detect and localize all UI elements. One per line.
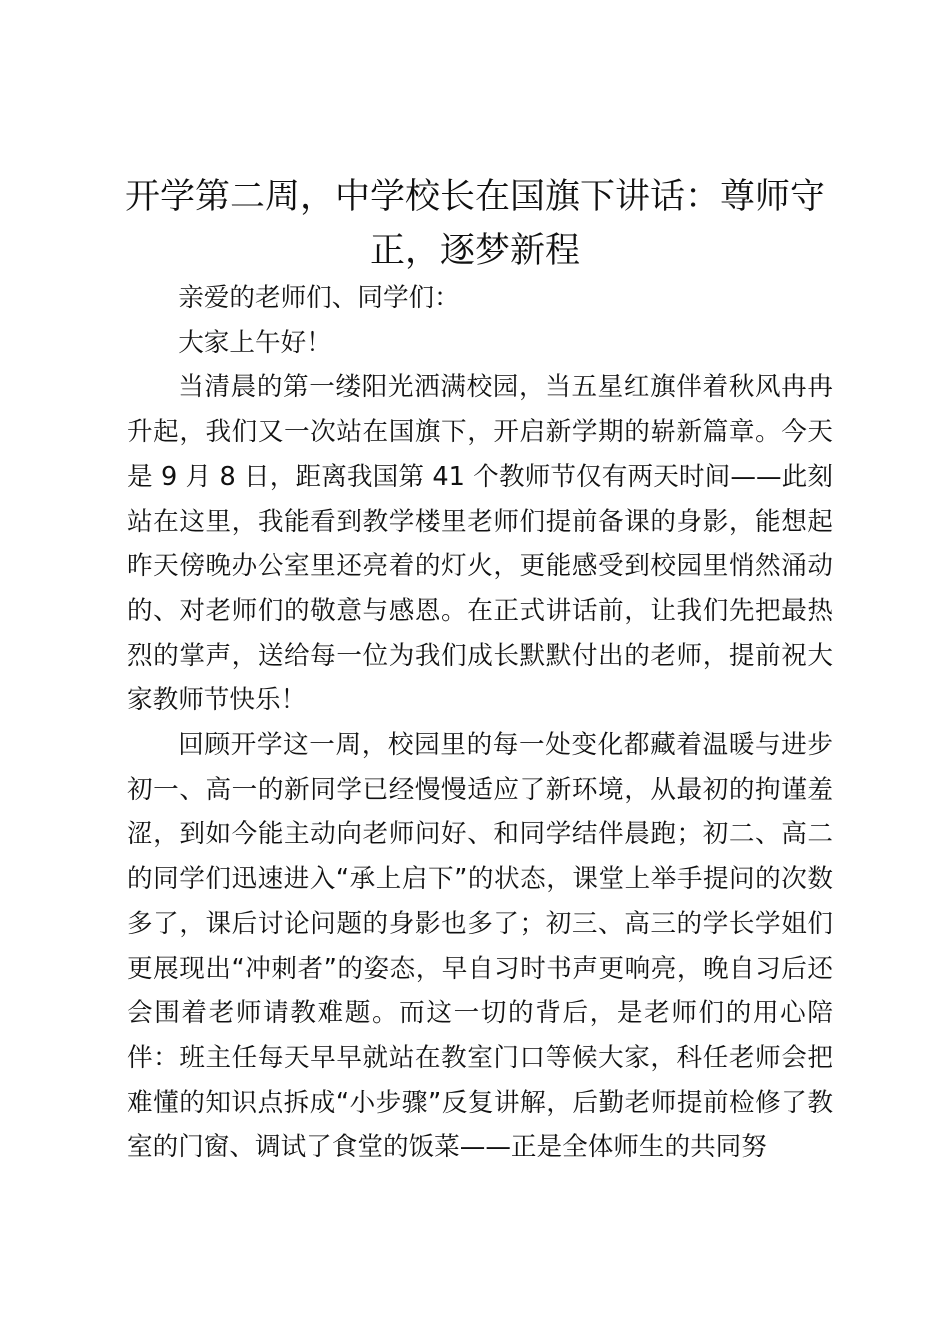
body-paragraph: 当清晨的第一缕阳光洒满校园，当五星红旗伴着秋风冉冉升起，我们又一次站在国旗下，开启新学期的崭新篇章。今天是 9 月 8 日，距离我国第 41 个教师节仅有两天时间——此刻站在这里，我能看到教学楼里老师们提前备课的身影，能想起昨天傍晚办公室里还亮着的灯火，更能感受到校园里悄然涌动的、对老师们的敬意与感恩。在正式讲话前，让我们先把最热烈的掌声，送给每一位为我们成长默默付出的老师，提前祝大家教师节快乐！ <box>127 372 833 716</box>
document-body <box>127 276 833 1170</box>
body-paragraph: 回顾开学这一周，校园里的每一处变化都藏着温暖与进步初一、高一的新同学已经慢慢适应了新环境，从最初的拘谨羞涩，到如今能主动向老师问好、和同学结伴晨跑；初二、高二的同学们迅速进入“承上启下”的状态，课堂上举手提问的次数多了，课后讨论问题的身影也多了；初三、高三的学长学姐们更展现出“冲刺者”的姿态，早自习时书声更响亮，晚自习后还会围着老师请教难题。而这一切的背后，是老师们的用心陪伴：班主任每天早早就站在教室门口等候大家，科任老师会把难懂的知识点拆成“小步骤”反复讲解，后勤老师提前检修了教室的门窗、调试了食堂的饭菜——正是全体师生的共同努 <box>127 730 833 1163</box>
greeting-paragraph: 大家上午好！ <box>178 327 332 358</box>
salutation-paragraph: 亲爱的老师们、同学们： <box>178 283 460 313</box>
document-title: 开学第二周，中学校长在国旗下讲话：尊师守正，逐梦新程 <box>124 177 825 271</box>
